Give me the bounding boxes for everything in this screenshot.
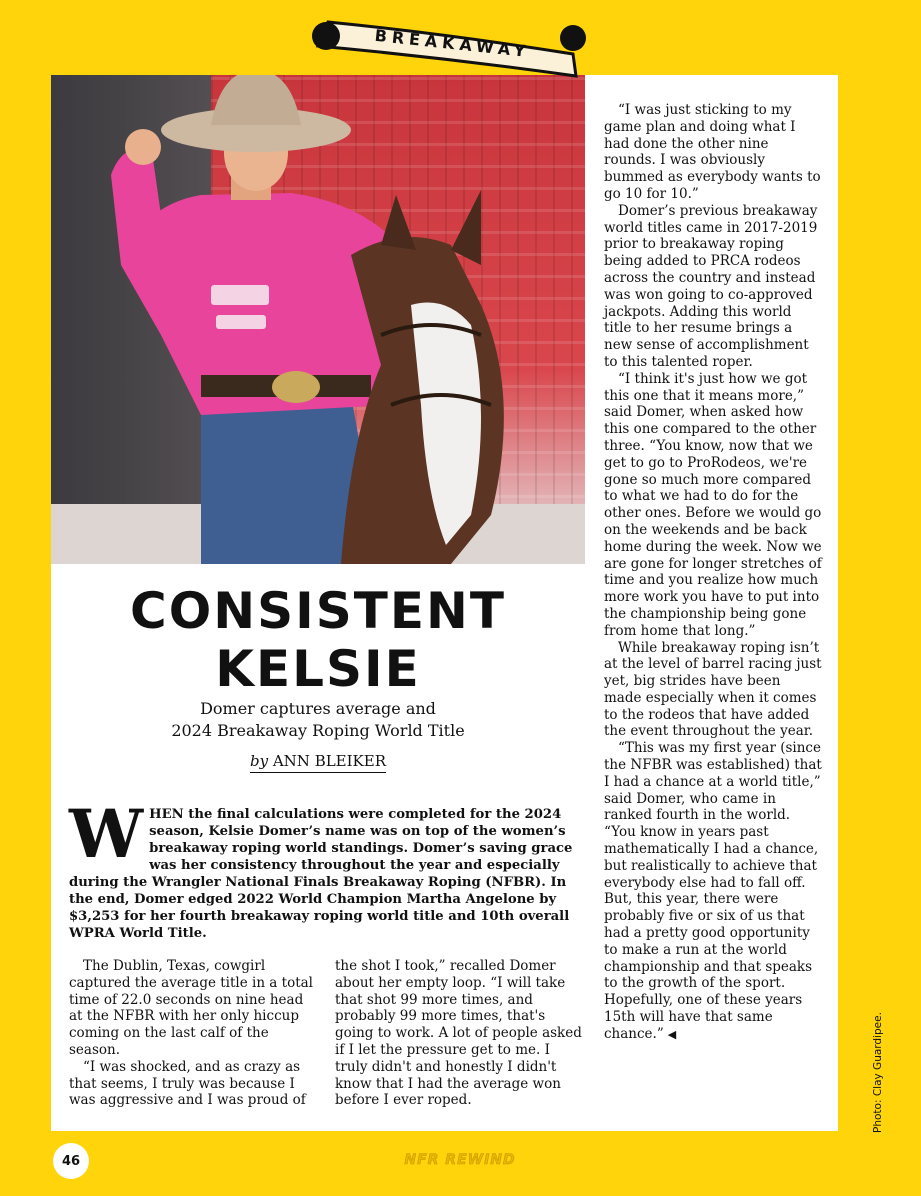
paragraph: Domer’s previous breakaway world titles came in 2017-2019 prior to breakaway roping being added to PRCA rodeos across the country and instead was won going to co-approved jackpots. Adding this world title to her resume brings a new sense of accomplishment to this talented roper. [604, 202, 818, 370]
paragraph: The Dublin, Texas, cowgirl captured the average title in a total time of 22.0 seconds on nine head at the NFBR with her only hiccup coming on the last calf of the season. [69, 958, 313, 1058]
byline [51, 752, 585, 773]
page-number: 46 [53, 1143, 89, 1179]
body-column-2 [335, 958, 585, 1109]
body-column-3 [604, 102, 822, 1044]
dek-line-2: 2024 Breakaway Roping World Title [171, 721, 465, 740]
drop-cap: W [69, 795, 144, 873]
page-title [51, 582, 585, 698]
section-label: BREAKAWAY [373, 25, 532, 62]
paragraph: the shot I took,” recalled Domer about her empty loop. “I will take that shot 99 more times, and probably 99 more times, that's going to work. A lot of people asked if I let the pressure get to me. I truly didn't and honestly I didn't know that I had the average won before I ever roped. [335, 958, 582, 1109]
paragraph-text: “This was my first year (since the NFBR was established) that I had a chance at a world title,” said Domer, who came in ranked fourth in the world. “You know in years past mathematically I had a chance, but realistically to achieve that everybody else had to fall off. But, this year, there were probably five or six of us that had a pretty good opportunity to make a run at the world championship and that speaks to the growth of the sport. Hopefully, one of these years 15th will have that same chance.” [604, 740, 822, 1042]
lede-text: HEN the final calculations were completed for the 2024 season, Kelsie Domer’s name was on top of the women’s breakaway roping world standings. Domer’s saving grace was her consistency throughout the year and especially during the Wrangler National Finals Breakaway Roping (NFBR). In the end, Domer edged 2022 World Champion Martha Angelone by $3,253 for her fourth breakaway roping world title and 10th overall WPRA World Title. [69, 807, 573, 941]
paragraph: “I was shocked, and as crazy as that seems, I truly was because I was aggressive and I was proud of [69, 1058, 306, 1109]
body-column-1 [69, 958, 314, 1109]
lede-paragraph [69, 795, 573, 942]
dek-line-1: Domer captures average and [200, 699, 436, 718]
paragraph: “I think it's just how we got this one that it means more,” said Domer, when asked how this one compared to the other three. “You know, now that we get to go to ProRodeos, we're gone so much more compared to what we had to do for the other ones. Before we would go on the weekends and be back home during the week. Now we are gone for longer stretches of time and you realize how much more work you have to put into the championship being gone from home that long.” [604, 370, 822, 639]
paragraph: “I was just sticking to my game plan and doing what I had done the other nine rounds. I was obviously bummed as everybody wants to go 10 for 10.” [604, 102, 821, 202]
paragraph: While breakaway roping isn’t at the level of barrel racing just yet, big strides have been made especially when it comes to the rodeos that have added the event throughout the year. [604, 639, 822, 740]
rider-illustration [51, 75, 585, 564]
headline-line-1: CONSISTENT [130, 582, 506, 640]
subtitle [51, 698, 585, 742]
cover-photo [51, 75, 585, 564]
photo-credit: Photo: Clay Guardipee. [872, 1012, 884, 1133]
byline-by: by [249, 752, 269, 770]
horseshoe-end-icon: ◀ [667, 1027, 677, 1041]
nfr-rewind-logo: NFR REWIND [404, 1152, 516, 1168]
headline-line-2: KELSIE [215, 640, 421, 698]
byline-author: ANN BLEIKER [272, 752, 387, 770]
paragraph [604, 740, 822, 1043]
